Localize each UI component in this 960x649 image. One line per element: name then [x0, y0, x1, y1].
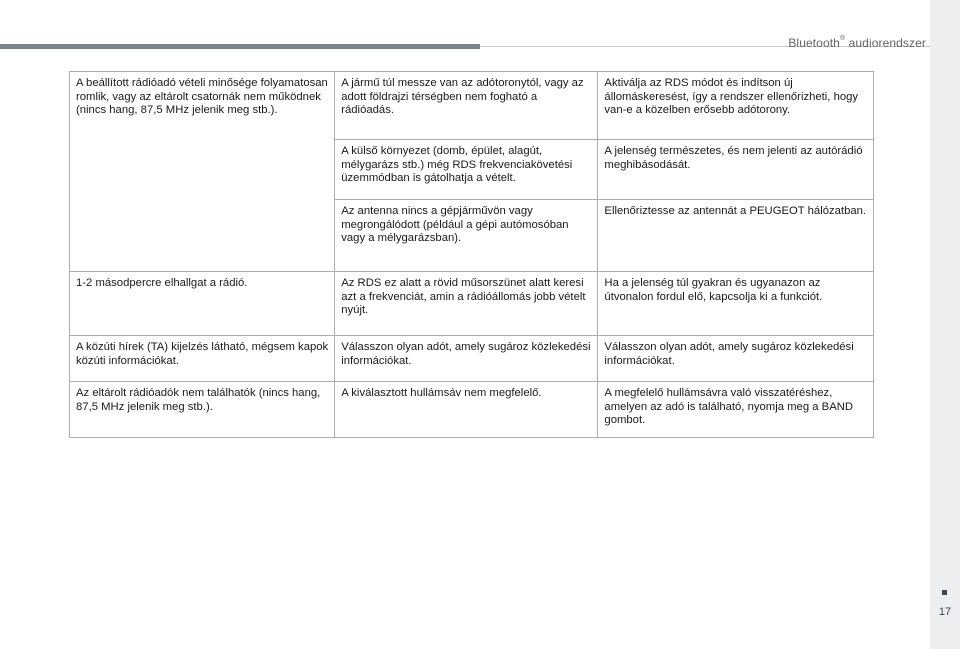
solution-cell: A jelenség természetes, és nem jelenti az autórádió meghibásodását. — [598, 140, 874, 200]
solution-cell: Aktiválja az RDS módot és indítson új állomáskeresést, így a rendszer ellenőrizheti, hogy van-e a közelben erősebb adótorony. — [598, 72, 874, 140]
cause-cell: A külső környezet (domb, épület, alagút, mélygarázs stb.) még RDS frekvenciakövetési üzemmódban is gátolhatja a vételt. — [335, 140, 598, 200]
table-row — [70, 72, 874, 140]
solution-cell: A megfelelő hullámsávra való visszatéréshez, amelyen az adó is található, nyomja meg a BAND gombot. — [598, 382, 874, 438]
solution-cell: Válasszon olyan adót, amely sugároz közlekedési információkat. — [598, 336, 874, 382]
troubleshooting-table — [69, 71, 874, 438]
page-edge-strip — [930, 0, 960, 649]
problem-cell: A beállított rádióadó vételi minősége folyamatosan romlik, vagy az eltárolt csatornák nem működnek (nincs hang, 87,5 MHz jelenik meg stb.). — [70, 72, 335, 272]
cause-cell: Az RDS ez alatt a rövid műsorszünet alatt keresi azt a frekvenciát, amin a rádióállomás jobb vételt nyújt. — [335, 272, 598, 336]
solution-cell: Ha a jelenség túl gyakran és ugyanazon az útvonalon fordul elő, kapcsolja ki a funkciót. — [598, 272, 874, 336]
cause-cell: A jármű túl messze van az adótoronytól, vagy az adott földrajzi térségben nem fogható a rádióadás. — [335, 72, 598, 140]
page-marker-square-icon — [942, 590, 947, 595]
table-row — [70, 382, 874, 438]
registered-mark: ® — [839, 35, 846, 42]
page-number: 17 — [938, 606, 952, 618]
cause-cell: Az antenna nincs a gépjárművön vagy megrongálódott (például a gépi autómosóban vagy a mélygarázsban). — [335, 200, 598, 272]
cause-cell: Válasszon olyan adót, amely sugároz közlekedési információkat. — [335, 336, 598, 382]
problem-cell: 1-2 másodpercre elhallgat a rádió. — [70, 272, 335, 336]
problem-cell: A közúti hírek (TA) kijelzés látható, mégsem kapok közúti információkat. — [70, 336, 335, 382]
table-row — [70, 336, 874, 382]
section-title-main: Bluetooth — [788, 36, 840, 50]
section-title-rest: audiorendszer — [845, 36, 926, 50]
header-rule-dark — [0, 44, 480, 49]
section-title — [706, 36, 926, 50]
cause-cell: A kiválasztott hullámsáv nem megfelelő. — [335, 382, 598, 438]
problem-cell: Az eltárolt rádióadók nem találhatók (nincs hang, 87,5 MHz jelenik meg stb.). — [70, 382, 335, 438]
solution-cell: Ellenőriztesse az antennát a PEUGEOT hálózatban. — [598, 200, 874, 272]
table-row — [70, 272, 874, 336]
